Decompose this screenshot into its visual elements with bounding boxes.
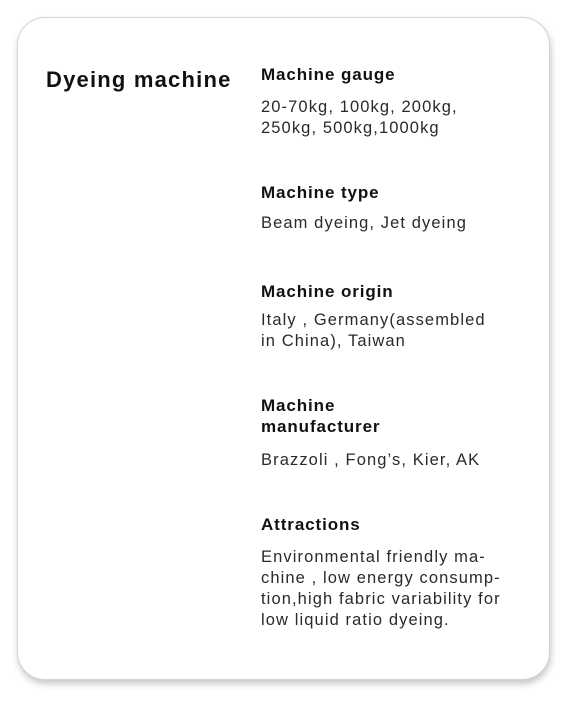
spec-machine-gauge [261, 64, 531, 139]
spec-label: Machine origin [261, 282, 394, 301]
spec-machine-type [261, 182, 531, 234]
spec-machine-origin [261, 281, 531, 352]
spec-machine-manufacturer [261, 395, 531, 471]
spec-value: Environmental friendly ma- chine , low energy consump- tion,high fabric variability for low liquid ratio dyeing. [261, 548, 501, 629]
spec-label: Attractions [261, 515, 361, 534]
spec-label: Machine manufacturer [261, 396, 381, 436]
spec-attractions [261, 514, 531, 631]
spec-value: Brazzoli , Fong’s, Kier, AK [261, 451, 481, 469]
spec-label: Machine type [261, 183, 380, 202]
spec-value: Beam dyeing, Jet dyeing [261, 214, 467, 232]
spec-value: 20-70kg, 100kg, 200kg, 250kg, 500kg,1000kg [261, 98, 458, 137]
info-card [17, 17, 550, 680]
spec-value: Italy , Germany(assembled in China), Taiwan [261, 311, 486, 350]
card-title: Dyeing machine [46, 67, 232, 92]
spec-label: Machine gauge [261, 65, 396, 84]
